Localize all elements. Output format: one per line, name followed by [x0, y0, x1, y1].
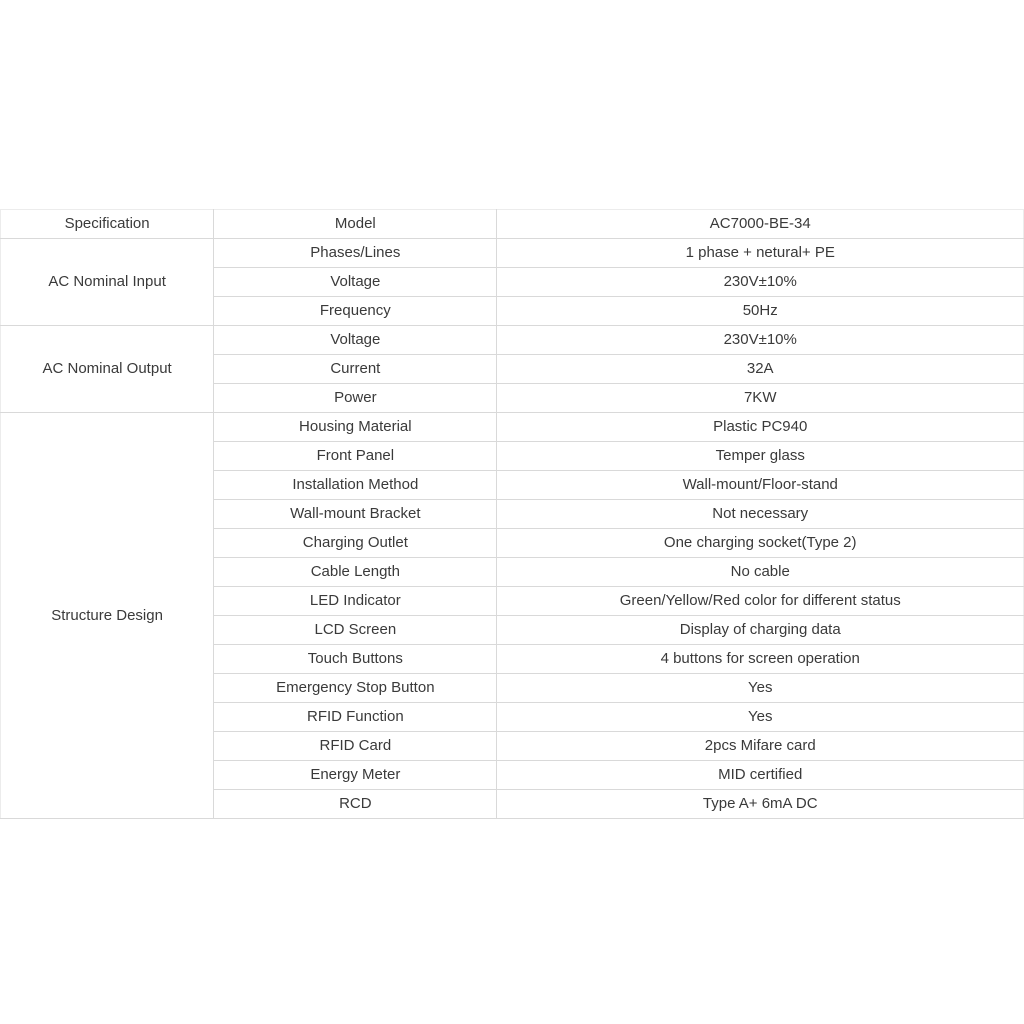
value-cell: MID certified	[497, 761, 1024, 790]
param-cell: LED Indicator	[214, 587, 497, 616]
param-cell: LCD Screen	[214, 616, 497, 645]
value-cell: Temper glass	[497, 442, 1024, 471]
value-cell: Wall-mount/Floor-stand	[497, 471, 1024, 500]
category-structure-design: Structure Design	[1, 413, 214, 819]
value-cell: Green/Yellow/Red color for different status	[497, 587, 1024, 616]
param-cell: RCD	[214, 790, 497, 819]
param-cell: Voltage	[214, 326, 497, 355]
param-cell: Front Panel	[214, 442, 497, 471]
param-cell: Voltage	[214, 268, 497, 297]
header-specification: Specification	[1, 210, 214, 239]
table-row	[1, 413, 1024, 442]
value-cell: Not necessary	[497, 500, 1024, 529]
category-ac-nominal-input: AC Nominal Input	[1, 239, 214, 326]
value-cell: No cable	[497, 558, 1024, 587]
table-row	[1, 239, 1024, 268]
param-cell: Emergency Stop Button	[214, 674, 497, 703]
value-cell: 2pcs Mifare card	[497, 732, 1024, 761]
value-cell: Yes	[497, 703, 1024, 732]
value-cell: 1 phase + netural+ PE	[497, 239, 1024, 268]
value-cell: Display of charging data	[497, 616, 1024, 645]
param-cell: Housing Material	[214, 413, 497, 442]
value-cell: 230V±10%	[497, 268, 1024, 297]
value-cell: 50Hz	[497, 297, 1024, 326]
param-cell: RFID Card	[214, 732, 497, 761]
category-ac-nominal-output: AC Nominal Output	[1, 326, 214, 413]
value-cell: 7KW	[497, 384, 1024, 413]
param-cell: Installation Method	[214, 471, 497, 500]
spec-table	[0, 209, 1024, 819]
param-cell: Wall-mount Bracket	[214, 500, 497, 529]
param-cell: Current	[214, 355, 497, 384]
param-cell: Phases/Lines	[214, 239, 497, 268]
value-cell: Plastic PC940	[497, 413, 1024, 442]
param-cell: Touch Buttons	[214, 645, 497, 674]
spec-table-body	[1, 210, 1024, 819]
table-row	[1, 326, 1024, 355]
value-cell: 4 buttons for screen operation	[497, 645, 1024, 674]
param-cell: RFID Function	[214, 703, 497, 732]
header-model-value: AC7000-BE-34	[497, 210, 1024, 239]
value-cell: Yes	[497, 674, 1024, 703]
param-cell: Energy Meter	[214, 761, 497, 790]
value-cell: One charging socket(Type 2)	[497, 529, 1024, 558]
param-cell: Frequency	[214, 297, 497, 326]
param-cell: Cable Length	[214, 558, 497, 587]
value-cell: 32A	[497, 355, 1024, 384]
param-cell: Charging Outlet	[214, 529, 497, 558]
param-cell: Power	[214, 384, 497, 413]
table-header-row	[1, 210, 1024, 239]
value-cell: 230V±10%	[497, 326, 1024, 355]
header-model-label: Model	[214, 210, 497, 239]
value-cell: Type A+ 6mA DC	[497, 790, 1024, 819]
